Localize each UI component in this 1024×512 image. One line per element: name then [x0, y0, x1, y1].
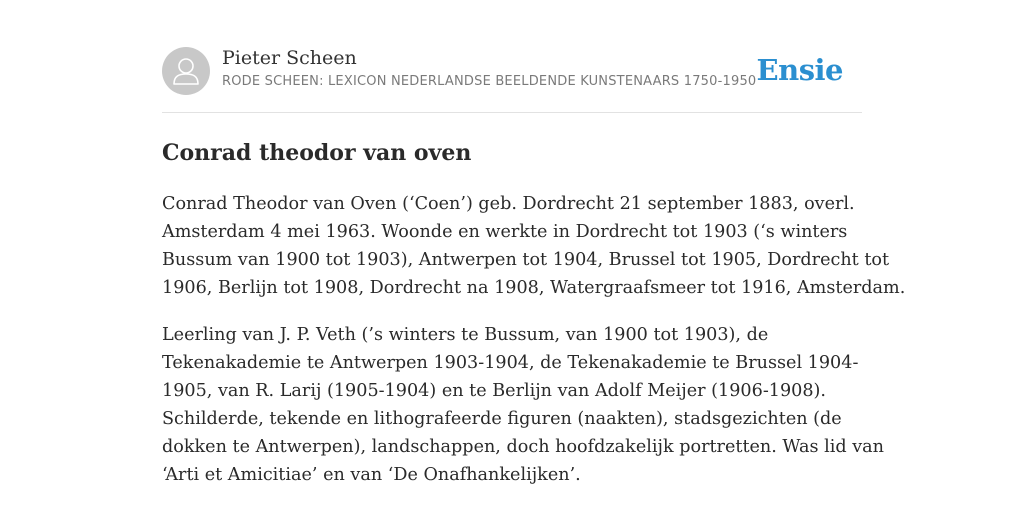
paragraph-line: Bussum van 1900 tot 1903), Antwerpen tot 1904, Brussel tot 1905, Dordrecht tot: [162, 250, 890, 270]
paragraph-line: Conrad Theodor van Oven (‘Coen’) geb. Dordrecht 21 september 1883, overl.: [162, 194, 855, 214]
paragraph-line: dokken te Antwerpen), landschappen, doch hoofdzakelijk portretten. Was lid van: [162, 437, 884, 457]
paragraph-line: Leerling van J. P. Veth (’s winters te Bussum, van 1900 tot 1903), de: [162, 325, 769, 345]
paragraph-line: Tekenakademie te Antwerpen 1903-1904, de Tekenakademie te Brussel 1904-: [162, 353, 859, 373]
ensie-logo[interactable]: Ensie: [756, 53, 843, 87]
paragraph-2: [162, 321, 884, 489]
paragraph-line: 1905, van R. Larij (1905-1904) en te Berlijn van Adolf Meijer (1906-1908).: [162, 381, 826, 401]
user-silhouette-icon: [162, 47, 210, 95]
article-header: [162, 46, 862, 113]
paragraph-line: Amsterdam 4 mei 1963. Woonde en werkte in Dordrecht tot 1903 (‘s winters: [162, 222, 848, 242]
source-lexicon[interactable]: RODE SCHEEN: LEXICON NEDERLANDSE BEELDENDE KUNSTENAARS 1750-1950: [222, 74, 757, 89]
article-card: [162, 46, 906, 485]
paragraph-line: ‘Arti et Amicitiae’ en van ‘De Onafhankelijken’.: [162, 465, 581, 485]
paragraph-line: 1906, Berlijn tot 1908, Dordrecht na 1908, Watergraafsmeer tot 1916, Amsterdam.: [162, 278, 906, 298]
page-title: Conrad theodor van oven: [162, 140, 472, 166]
author-name[interactable]: Pieter Scheen: [222, 47, 357, 69]
paragraph-line: Schilderde, tekende en lithografeerde figuren (naakten), stadsgezichten (de: [162, 409, 842, 429]
paragraph-1: [162, 190, 906, 302]
author-avatar[interactable]: [162, 47, 210, 95]
